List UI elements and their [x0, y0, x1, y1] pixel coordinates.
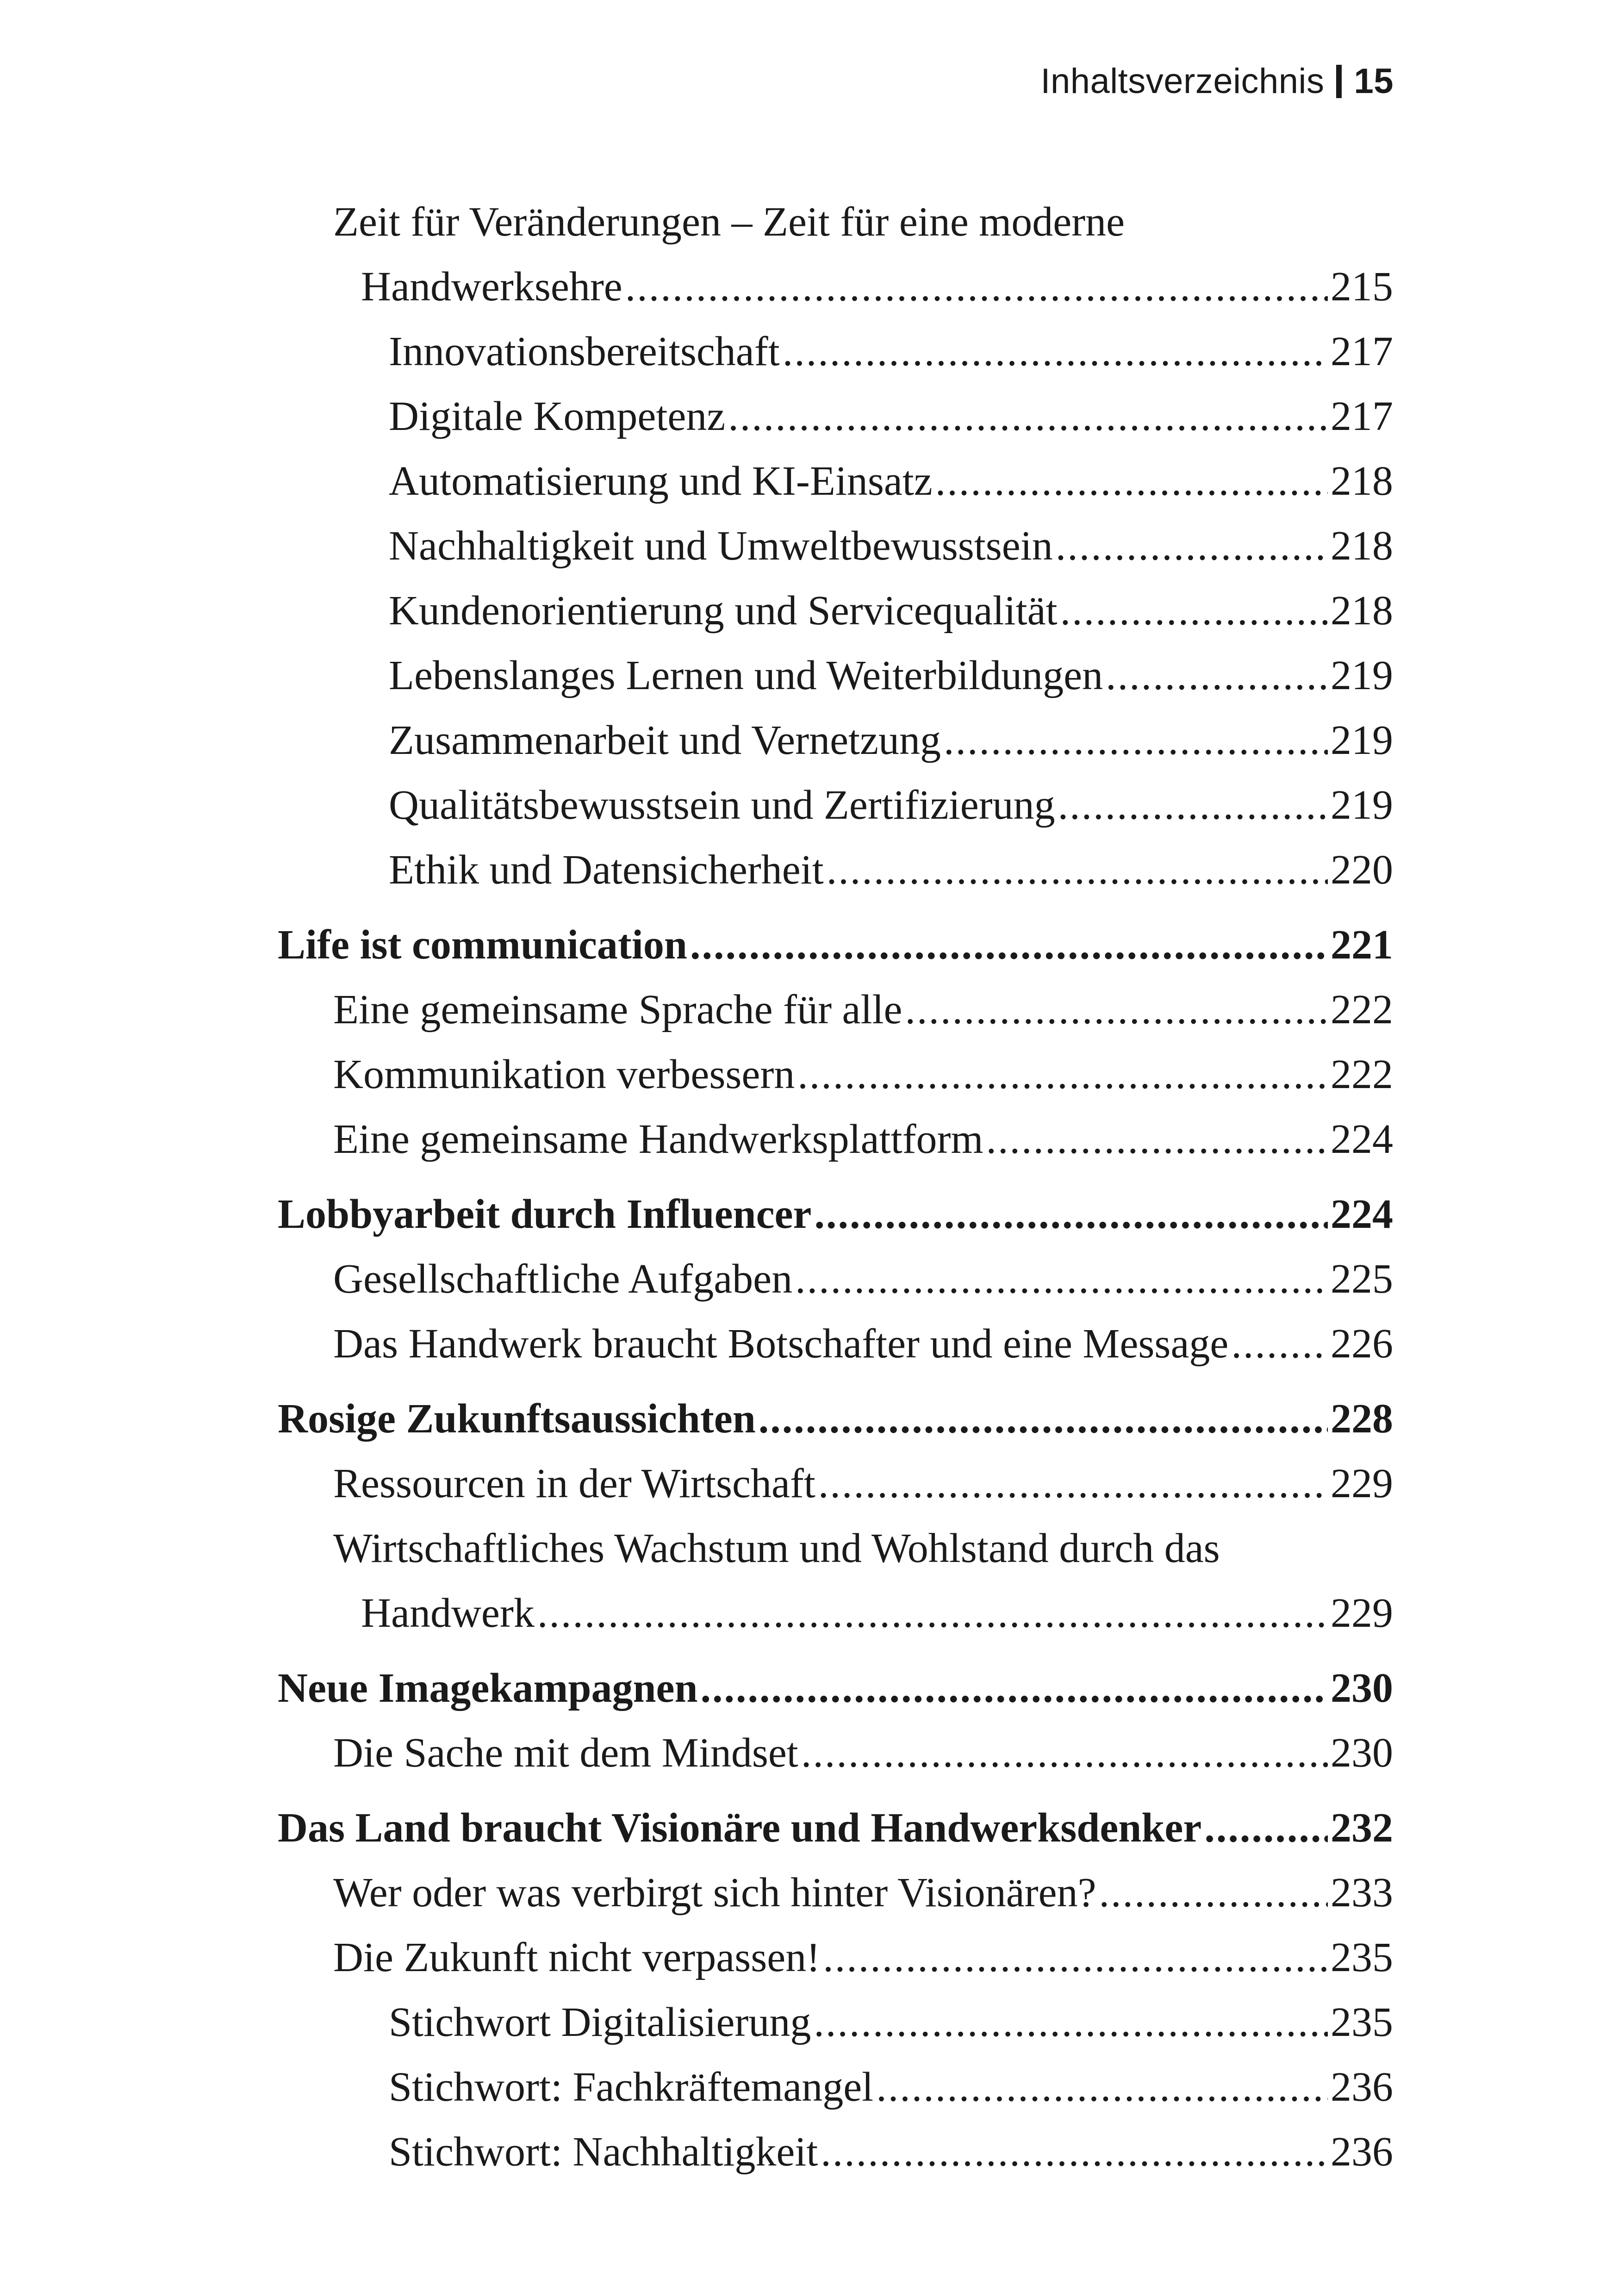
toc-chapter-entry	[278, 1182, 1393, 1247]
dot-leader	[801, 1721, 1328, 1786]
toc-entry	[278, 319, 1393, 384]
toc-entry-page: 225	[1331, 1256, 1393, 1302]
toc-entry-page: 226	[1331, 1321, 1393, 1367]
toc-entry-page: 218	[1331, 588, 1393, 634]
toc-entry	[278, 255, 1393, 319]
toc-entry-page: 230	[1331, 1665, 1393, 1711]
dot-leader	[797, 1042, 1328, 1107]
toc-entry-page: 224	[1331, 1116, 1393, 1162]
toc-entry-page: 220	[1331, 847, 1393, 893]
toc-entry-page: 232	[1331, 1805, 1393, 1851]
dot-leader	[818, 1451, 1328, 1516]
dot-leader	[814, 1182, 1328, 1247]
toc-entry-title: Ressourcen in der Wirtschaft	[333, 1461, 815, 1506]
dot-leader	[814, 1990, 1328, 2055]
toc-entry	[278, 1312, 1393, 1376]
toc-entry-title: Zeit für Veränderungen – Zeit für eine moderne	[333, 199, 1125, 245]
dot-leader	[905, 977, 1328, 1042]
toc-entry-page: 222	[1331, 1052, 1393, 1097]
toc-entry-page: 215	[1331, 264, 1393, 310]
toc-entry-title: Digitale Kompetenz	[389, 393, 726, 439]
dot-leader	[759, 1387, 1328, 1451]
toc-entry-title: Stichwort: Nachhaltigkeit	[389, 2129, 818, 2175]
running-head	[1040, 64, 1394, 99]
dot-leader	[1204, 1796, 1328, 1860]
toc-entry-title: Kundenorientierung und Servicequalität	[389, 588, 1058, 634]
section-title: Inhaltsverzeichnis	[1040, 62, 1325, 101]
toc-entry	[278, 2055, 1393, 2120]
toc-entry-page: 222	[1331, 987, 1393, 1033]
toc-entry-title: Lobbyarbeit durch Influencer	[278, 1191, 812, 1237]
toc-entry-page: 221	[1331, 922, 1393, 968]
toc-chapter-entry	[278, 1796, 1393, 1860]
dot-leader	[537, 1581, 1328, 1646]
toc-entry-title: Wirtschaftliches Wachstum und Wohlstand durch das	[333, 1525, 1220, 1571]
dot-leader	[823, 1925, 1328, 1990]
toc-entry	[278, 643, 1393, 708]
toc-entry	[278, 1247, 1393, 1312]
dot-leader	[728, 384, 1328, 449]
toc-entry-page: 217	[1331, 393, 1393, 439]
toc-entry	[278, 1451, 1393, 1516]
toc-entry-title: Rosige Zukunftsaussichten	[278, 1396, 756, 1442]
toc-entry	[278, 838, 1393, 902]
toc-entry	[278, 579, 1393, 643]
dot-leader	[795, 1247, 1328, 1312]
dot-leader	[821, 2120, 1328, 2184]
dot-leader	[1060, 579, 1328, 643]
toc-entry-title: Wer oder was verbirgt sich hinter Visionären?	[333, 1870, 1096, 1916]
dot-leader	[1106, 643, 1328, 708]
toc-entry-page: 229	[1331, 1461, 1393, 1506]
toc-entry	[278, 773, 1393, 838]
toc-chapter-entry	[278, 1656, 1393, 1721]
toc-entry-title: Zusammenarbeit und Vernetzung	[389, 717, 941, 763]
toc-entry	[278, 449, 1393, 514]
dot-leader	[690, 913, 1328, 977]
toc-entry-page: 236	[1331, 2064, 1393, 2110]
toc-entry	[278, 1042, 1393, 1107]
toc-entry-page: 230	[1331, 1730, 1393, 1776]
page-number: 15	[1354, 62, 1394, 101]
toc-chapter-entry	[278, 1387, 1393, 1451]
toc-entry-title: Die Sache mit dem Mindset	[333, 1730, 798, 1776]
toc-entry	[278, 977, 1393, 1042]
toc-entry-title: Ethik und Datensicherheit	[389, 847, 824, 893]
toc-entry-page: 217	[1331, 329, 1393, 374]
dot-leader	[625, 255, 1328, 319]
toc-entry-page: 233	[1331, 1870, 1393, 1916]
toc-entry	[278, 1516, 1393, 1581]
toc-entry	[278, 384, 1393, 449]
toc-entry-page: 219	[1331, 717, 1393, 763]
toc-entry-title: Handwerk	[361, 1590, 535, 1636]
table-of-contents	[278, 190, 1393, 2184]
dot-leader	[1058, 773, 1328, 838]
toc-entry-title: Die Zukunft nicht verpassen!	[333, 1935, 821, 1980]
toc-entry-page: 235	[1331, 1999, 1393, 2045]
toc-entry-title: Automatisierung und KI-Einsatz	[389, 458, 933, 504]
toc-entry-page: 236	[1331, 2129, 1393, 2175]
toc-entry-page: 218	[1331, 523, 1393, 569]
toc-entry	[278, 514, 1393, 579]
dot-leader	[1056, 514, 1328, 579]
toc-entry-page: 224	[1331, 1191, 1393, 1237]
dot-leader	[783, 319, 1328, 384]
toc-entry-title: Stichwort: Fachkräftemangel	[389, 2064, 874, 2110]
toc-chapter-entry	[278, 913, 1393, 977]
toc-entry-page: 218	[1331, 458, 1393, 504]
toc-entry	[278, 708, 1393, 773]
toc-entry-title: Neue Imagekampagnen	[278, 1665, 698, 1711]
toc-entry-title: Kommunikation verbessern	[333, 1052, 795, 1097]
dot-leader	[935, 449, 1328, 514]
toc-entry-title: Das Handwerk braucht Botschafter und eine Message	[333, 1321, 1229, 1367]
toc-entry-page: 235	[1331, 1935, 1393, 1980]
dot-leader	[1099, 1860, 1328, 1925]
dot-leader	[827, 838, 1328, 902]
toc-entry-page: 219	[1331, 653, 1393, 698]
toc-entry-title: Life ist communication	[278, 922, 687, 968]
dot-leader	[701, 1656, 1328, 1721]
toc-entry	[278, 1721, 1393, 1786]
dot-leader	[1231, 1312, 1328, 1376]
toc-entry-page: 229	[1331, 1590, 1393, 1636]
divider-bar	[1336, 65, 1342, 98]
toc-entry-title: Gesellschaftliche Aufgaben	[333, 1256, 793, 1302]
toc-entry	[278, 1860, 1393, 1925]
toc-entry-page: 219	[1331, 782, 1393, 828]
toc-entry	[278, 2120, 1393, 2184]
toc-entry-title: Handwerksehre	[361, 264, 622, 310]
toc-entry-title: Qualitätsbewusstsein und Zertifizierung	[389, 782, 1055, 828]
toc-entry-page: 228	[1331, 1396, 1393, 1442]
toc-entry-title: Stichwort Digitalisierung	[389, 1999, 811, 2045]
dot-leader	[876, 2055, 1328, 2120]
toc-entry-title: Eine gemeinsame Sprache für alle	[333, 987, 902, 1033]
toc-entry	[278, 1581, 1393, 1646]
toc-entry-title: Eine gemeinsame Handwerksplattform	[333, 1116, 983, 1162]
toc-entry-title: Lebenslanges Lernen und Weiterbildungen	[389, 653, 1103, 698]
toc-entry	[278, 1990, 1393, 2055]
toc-entry-title: Nachhaltigkeit und Umweltbewusstsein	[389, 523, 1053, 569]
toc-entry	[278, 190, 1393, 255]
toc-entry	[278, 1925, 1393, 1990]
toc-entry	[278, 1107, 1393, 1172]
toc-entry-title: Das Land braucht Visionäre und Handwerksdenker	[278, 1805, 1202, 1851]
toc-entry-title: Innovationsbereitschaft	[389, 329, 780, 374]
dot-leader	[944, 708, 1328, 773]
dot-leader	[986, 1107, 1328, 1172]
